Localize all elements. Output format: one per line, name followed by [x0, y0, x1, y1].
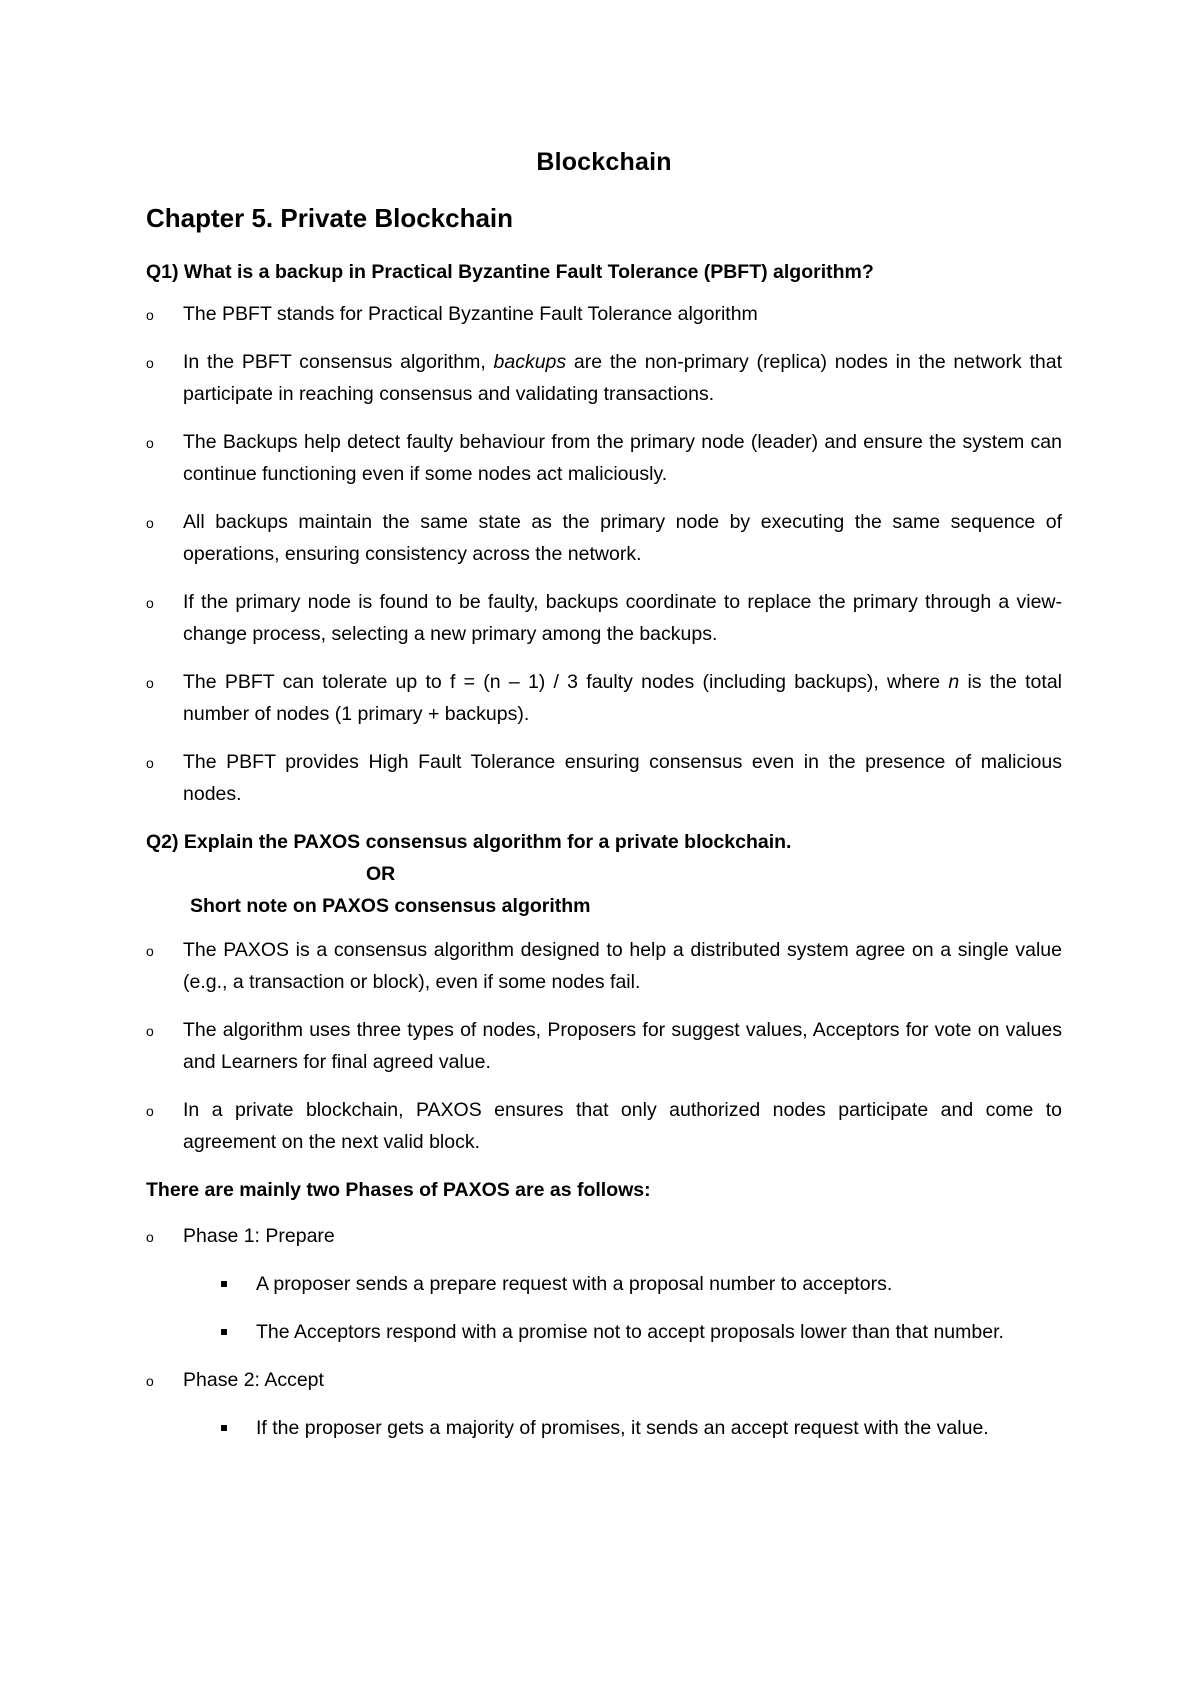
- hollow-bullet-icon: o: [146, 515, 154, 531]
- list-item: o The Backups help detect faulty behaviour from the primary node (leader) and ensure the system can continue functioning even if some nodes act maliciously.: [146, 426, 1062, 490]
- square-bullet-icon: [221, 1329, 227, 1335]
- list-item: o The PAXOS is a consensus algorithm designed to help a distributed system agree on a single value (e.g., a transaction or block), even if some nodes fail.: [146, 934, 1062, 998]
- chapter-heading: Chapter 5. Private Blockchain: [146, 203, 514, 233]
- italic-term: n: [948, 671, 960, 693]
- question-2-heading: Q2) Explain the PAXOS consensus algorithm for a private blockchain.: [146, 831, 792, 853]
- list-item: o In the PBFT consensus algorithm, backups are the non-primary (replica) nodes in the network that participate in reaching consensus and validating transactions.: [146, 346, 1062, 410]
- list-item: The Acceptors respond with a promise not to accept proposals lower than that number.: [219, 1316, 1062, 1348]
- list-item: o In a private blockchain, PAXOS ensures that only authorized nodes participate and come to agreement on the next valid block.: [146, 1094, 1062, 1158]
- hollow-bullet-icon: o: [146, 1103, 154, 1119]
- q2-bullet-list: [146, 934, 1062, 1158]
- hollow-bullet-icon: o: [146, 595, 154, 611]
- hollow-bullet-icon: o: [146, 1373, 154, 1389]
- phase-name: Phase 1: Prepare: [183, 1225, 335, 1247]
- hollow-bullet-icon: o: [146, 1023, 154, 1039]
- hollow-bullet-icon: o: [146, 755, 154, 771]
- hollow-bullet-icon: o: [146, 355, 154, 371]
- hollow-bullet-icon: o: [146, 943, 154, 959]
- q1-bullet-list: [146, 298, 1062, 810]
- square-bullet-icon: [221, 1281, 227, 1287]
- hollow-bullet-icon: o: [146, 307, 154, 323]
- phase-item: [146, 1220, 1062, 1348]
- phase-item: [146, 1364, 1062, 1444]
- list-item: If the proposer gets a majority of promises, it sends an accept request with the value.: [219, 1412, 1062, 1444]
- list-item: o The PBFT stands for Practical Byzantine Fault Tolerance algorithm: [146, 298, 1062, 330]
- phase-2-steps: [183, 1412, 1062, 1444]
- phase-name: Phase 2: Accept: [183, 1369, 324, 1391]
- question-1-heading: Q1) What is a backup in Practical Byzantine Fault Tolerance (PBFT) algorithm?: [146, 261, 874, 283]
- or-separator: OR: [366, 863, 396, 885]
- phases-heading: There are mainly two Phases of PAXOS are as follows:: [146, 1179, 651, 1201]
- list-item: o The PBFT can tolerate up to f = (n – 1) / 3 faulty nodes (including backups), where n is the total number of nodes (1 primary + backups).: [146, 666, 1062, 730]
- list-item: o All backups maintain the same state as the primary node by executing the same sequence of operations, ensuring consistency across the network.: [146, 506, 1062, 570]
- short-note-heading: Short note on PAXOS consensus algorithm: [190, 895, 591, 917]
- hollow-bullet-icon: o: [146, 675, 154, 691]
- phase-1-steps: [183, 1268, 1062, 1348]
- document-title: Blockchain: [536, 148, 672, 176]
- list-item: A proposer sends a prepare request with a proposal number to acceptors.: [219, 1268, 1062, 1300]
- square-bullet-icon: [221, 1425, 227, 1431]
- list-item: o If the primary node is found to be faulty, backups coordinate to replace the primary through a view-change process, selecting a new primary among the backups.: [146, 586, 1062, 650]
- hollow-bullet-icon: o: [146, 435, 154, 451]
- italic-term: backups: [493, 351, 567, 373]
- phases-list: [146, 1220, 1062, 1444]
- list-item: o The algorithm uses three types of nodes, Proposers for suggest values, Acceptors for vote on values and Learners for final agreed value.: [146, 1014, 1062, 1078]
- hollow-bullet-icon: o: [146, 1229, 154, 1245]
- list-item: o The PBFT provides High Fault Tolerance ensuring consensus even in the presence of malicious nodes.: [146, 746, 1062, 810]
